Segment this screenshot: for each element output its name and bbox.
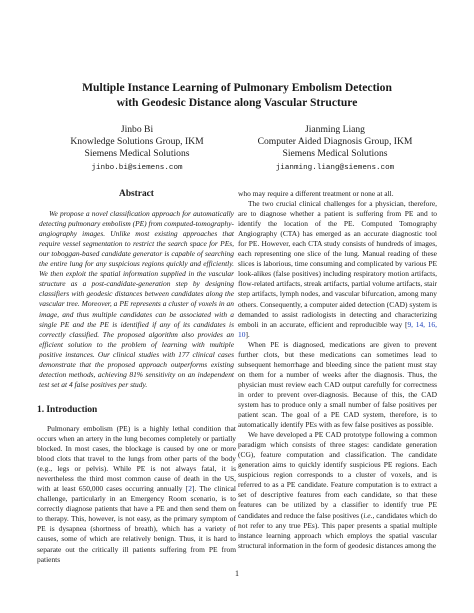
right-column bbox=[238, 189, 437, 551]
italic-abbrev: i.e. bbox=[363, 510, 373, 520]
body-text: ]. bbox=[245, 329, 250, 339]
abstract-heading: Abstract bbox=[119, 189, 154, 199]
intro-text: Pulmonary embolism (PE) is a highly lethal condition that occurs when an artery in the lung becomes completely or partially blocked. In most cases, the blockage is caused by one or more blood clots that travel to the lungs from other parts of the body (e.g., legs or pelvis). While PE is not always fatal, it is nevertheless the third most common cause of death in the US, with at least 650,000 cases occurring annually [ bbox=[37, 423, 236, 494]
author-email: jinbo.bi@siemens.com bbox=[91, 163, 183, 172]
author-group: Knowledge Solutions Group, IKM bbox=[70, 136, 204, 148]
introduction-heading: 1. Introduction bbox=[37, 404, 98, 415]
author-org: Siemens Medical Solutions bbox=[282, 148, 388, 160]
author-name: Jinbo Bi bbox=[120, 124, 154, 135]
author-org: Siemens Medical Solutions bbox=[84, 148, 190, 160]
body-text: , candidates which do not refer to any true PEs). This paper presents a spatial multiple instance learning approach which employs the spatial vascular structural information in the form of geodesic distances among the bbox=[238, 510, 437, 550]
author-name: Jianming Liang bbox=[305, 124, 365, 135]
body-paragraph-3 bbox=[238, 430, 437, 551]
author-block-2 bbox=[235, 124, 435, 174]
citation-link[interactable]: 2 bbox=[188, 484, 192, 494]
author-block-1 bbox=[37, 124, 237, 174]
title-line-2: with Geodesic Distance along Vascular Structure bbox=[116, 96, 358, 109]
citation-links[interactable]: 9, 14, 16, 10 bbox=[238, 319, 438, 339]
abstract-text: We propose a novel classification approach for automatically detecting pulmonary embolism (PE) from computed-tomography-angiography images. Unlike most existing approaches that require vessel segmentation to restrict the search space for PEs, our toboggan-based candidate generator is capable of searching the entire lung for any suspicious regions quickly and efficiently. We then exploit the spatial information supplied in the vascular structure as a post-candidate-generation step by designing classifiers with geodesic distances between candidates along the vascular tree. Moreover, a PE represents a cluster of voxels in an image, and thus multiple candidates can be associated with a single PE and the PE is identified if any of its candidates is correctly classified. The proposed algorithm also provides an efficient solution to the problem of learning with multiple positive instances. Our clinical studies with 177 clinical cases demonstrate that the proposed approach outperforms existing detection methods, achieving 81% sensitivity on an independent test set at 4 false positives per study. bbox=[39, 209, 234, 389]
continued-paragraph: who may require a different treatment or none at all. bbox=[238, 189, 394, 198]
page-number: 1 bbox=[235, 569, 239, 578]
body-text: The two crucial clinical challenges for a physician, therefore, are to diagnose whether a patient is suffering from PE and to identify the location of the PE. Computed Tomography Angiography (CTA) has emerged as an accurate diagnostic tool for PE. However, each CTA study consists of hundreds of images, each representing one slice of the lung. Manual reading of these slices is laborious, time consuming and complicated by various PE look-alikes (false positives) including respiratory motion artifacts, flow-related artifacts, streak artifacts, partial volume artifacts, stair step artifacts, lymph nodes, and vascular bifurcation, among many others. Consequently, a computer aided detection (CAD) system is demanded to assist radiologists in detecting and characterizing emboli in an accurate, efficient and reproducible way [ bbox=[238, 199, 437, 329]
author-email: jianming.liang@siemens.com bbox=[275, 163, 395, 172]
body-text: We have developed a PE CAD prototype following a common paradigm which consists of three stages: candidate generation (CG), feature computation and classification. The candidate generation aims to quickly identify suspicious PE regions. Each suspicious region corresponds to a cluster of voxels, and is referred to as a PE candidate. Feature computation is to extract a set of descriptive features from each candidate, so that these features can be utilized by a classifier to identify true PE candidates and reduce the false positives ( bbox=[238, 430, 437, 520]
author-group: Computer Aided Diagnosis Group, IKM bbox=[257, 136, 413, 148]
intro-text: ]. The clinical challenge, particularly in an Emergency Room scenario, is to correctly diagnose patients that have a PE and then send them on to therapy. This, however, is not easy, as the primary symptom of PE is dysapnea (shortness of breath), which has a variety of causes, some of which are relatively benign. Thus, it is hard to separate out the critically ill patients suffering from PE from patients bbox=[37, 484, 236, 564]
title-line-1: Multiple Instance Learning of Pulmonary Embolism Detection bbox=[82, 81, 392, 94]
left-column bbox=[37, 189, 236, 565]
body-paragraph-1 bbox=[238, 199, 437, 340]
paper-title bbox=[0, 80, 474, 110]
intro-paragraph-1 bbox=[37, 424, 236, 565]
body-paragraph-2: When PE is diagnosed, medications are given to prevent further clots, but these medications can sometimes lead to subsequent hemorrhage and bleeding since the patient must stay on them for a number of weeks after the diagnosis. Thus, the physician must review each CAD output carefully for correctness in order to prevent over-diagnosis. Because of this, the CAD system has to produce only a small number of false positives per patient scan. The goal of a PE CAD system, therefore, is to automatically identify PEs with as few false positives as possible. bbox=[238, 339, 437, 430]
